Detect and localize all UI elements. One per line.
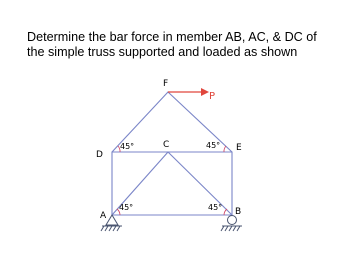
node-label-B: B (235, 207, 242, 217)
node-label-C: C (163, 140, 170, 150)
member-FE (168, 92, 232, 152)
load-arrow (168, 88, 209, 96)
load-label-P: P (209, 91, 216, 102)
roller-support-B (221, 216, 242, 232)
problem-statement: Determine the bar force in member AB, AC, & DC of the simple truss supported and loaded as shown (27, 30, 317, 59)
member-CB (168, 152, 232, 215)
node-label-F: F (163, 79, 169, 89)
angle-label-A: 45° (119, 203, 134, 212)
node-label-A: A (100, 211, 107, 221)
node-label-E: E (236, 143, 242, 153)
angle-label-E: 45° (206, 141, 221, 150)
angle-arc-B (224, 209, 227, 215)
angle-label-B: 45° (208, 203, 223, 212)
angle-label-D: 45° (120, 142, 135, 151)
node-label-D: D (96, 150, 103, 160)
angle-arc-E (224, 146, 226, 152)
